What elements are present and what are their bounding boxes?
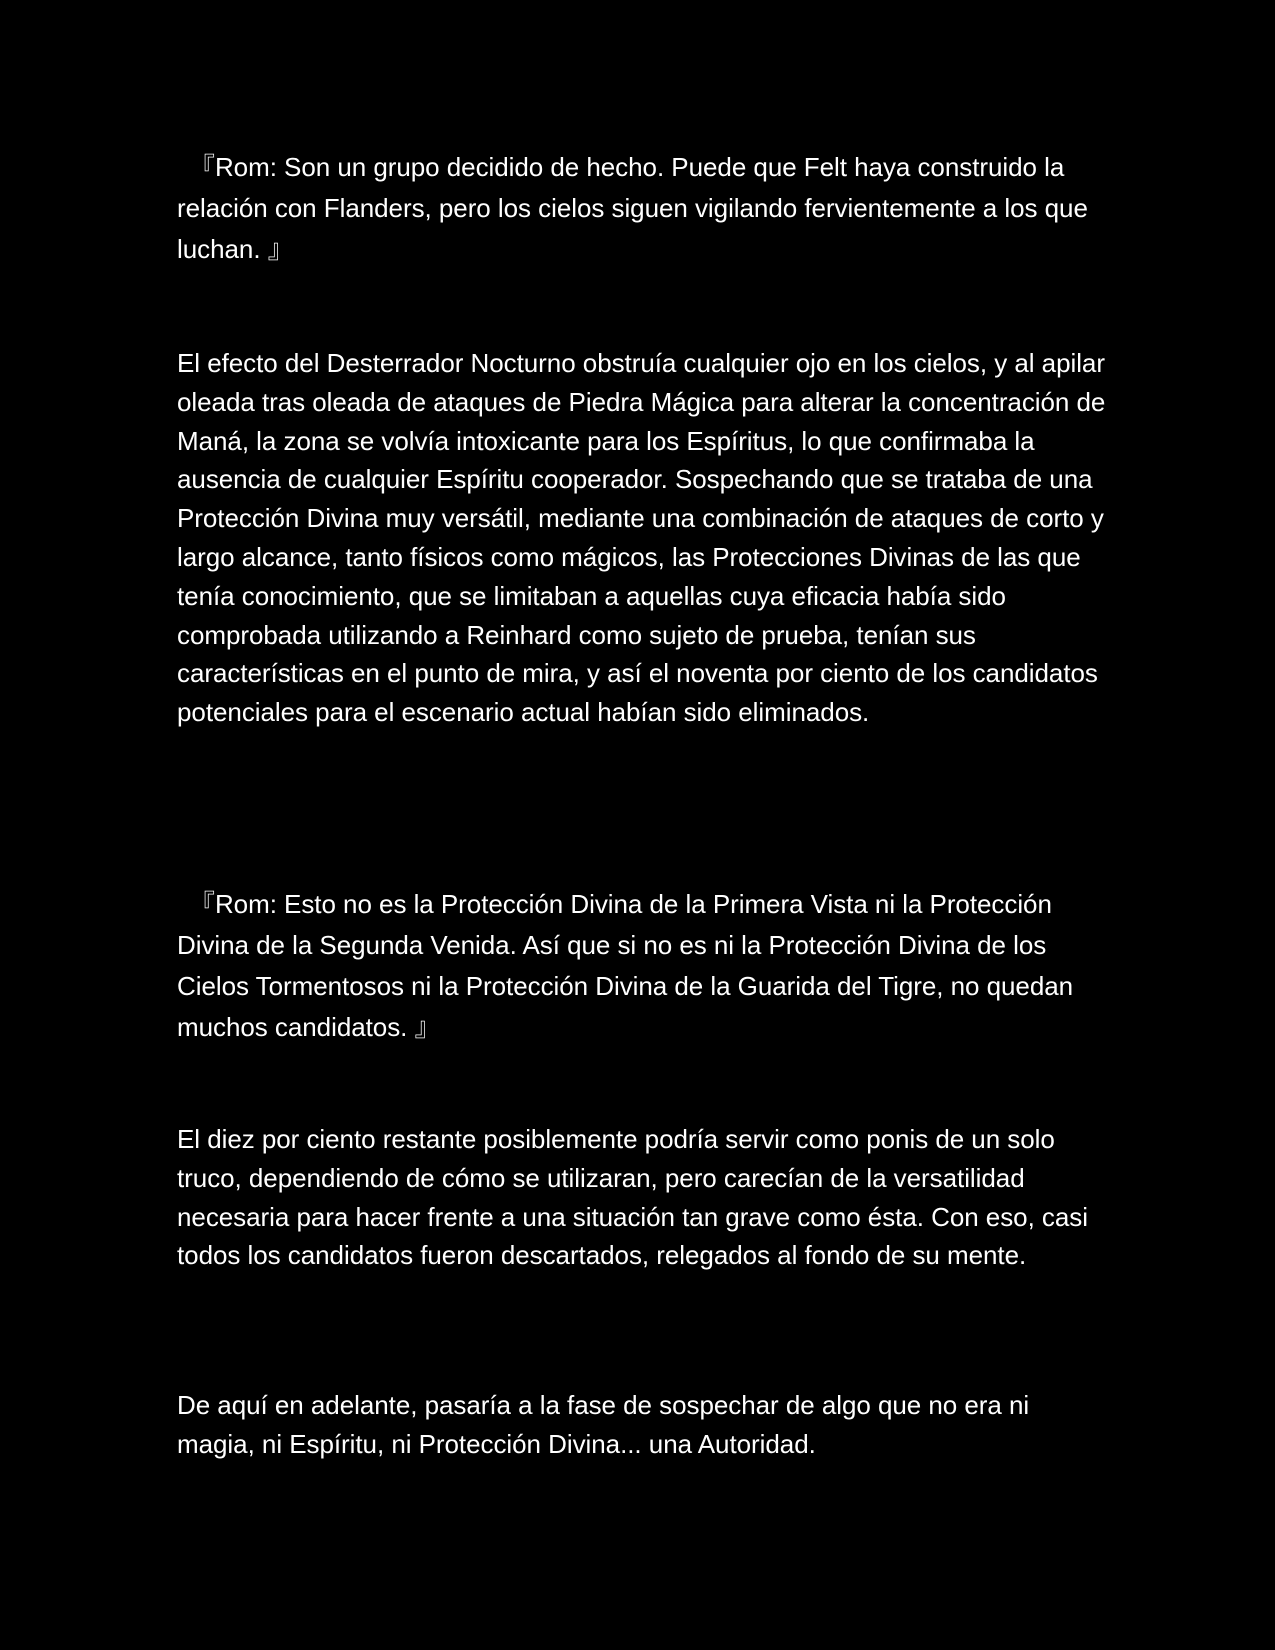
- dialogue-paragraph-rom-2: 『Rom: Esto no es la Protección Divina de la Primera Vista ni la Protección Divina de la Segunda Venida. Así que si no es ni la Protección Divina de los Cielos Tormentosos ni la Protección Divina de la Guarida del Tigre, no quedan muchos candidatos. 』: [177, 889, 1074, 1042]
- narration-paragraph-3: De aquí en adelante, pasaría a la fase de sospechar de algo que no era ni magia, ni Espíritu, ni Protección Divina... una Autoridad.: [177, 1390, 1030, 1459]
- dialogue-paragraph-rom-1: 『Rom: Son un grupo decidido de hecho. Puede que Felt haya construido la relación con Flanders, pero los cielos siguen vigilando fervientemente a los que luchan. 』: [177, 152, 1088, 264]
- narration-paragraph-2: El diez por ciento restante posiblemente podría servir como ponis de un solo truco, dependiendo de cómo se utilizaran, pero carecían de la versatilidad necesaria para hacer frente a una situación tan grave como ésta. Con eso, casi todos los candidatos fueron descartados, relegados al fondo de su mente.: [177, 1124, 1088, 1271]
- narration-paragraph-1: El efecto del Desterrador Nocturno obstruía cualquier ojo en los cielos, y al apilar oleada tras oleada de ataques de Piedra Mágica para alterar la concentración de Maná, la zona se volvía intoxicante para los Espíritus, lo que confirmaba la ausencia de cualquier Espíritu cooperador. Sospechando que se trataba de una Protección Divina muy versátil, mediante una combinación de ataques de corto y largo alcance, tanto físicos como mágicos, las Protecciones Divinas de las que tenía conocimiento, que se limitaban a aquellas cuya eficacia había sido comprobada utilizando a Reinhard como sujeto de prueba, tenían sus características en el punto de mira, y así el noventa por ciento de los candidatos potenciales para el escenario actual habían sido eliminados.: [177, 348, 1106, 728]
